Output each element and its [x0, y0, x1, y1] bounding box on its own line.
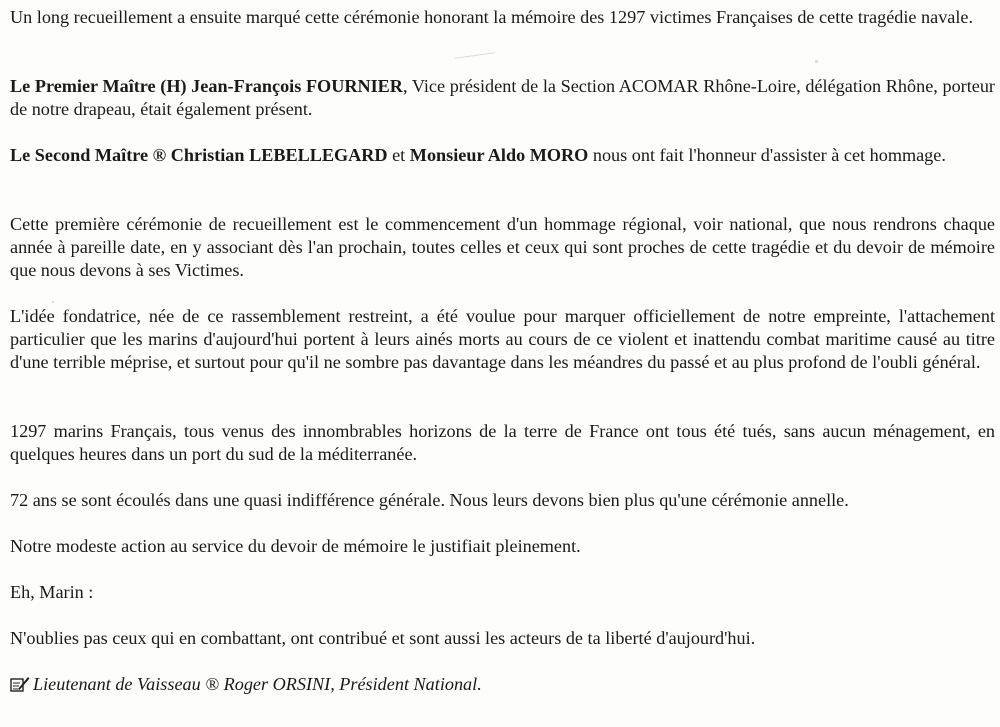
- paragraph-text: Eh, Marin :: [10, 582, 94, 602]
- paragraph-eh-marin: [10, 581, 995, 604]
- paragraph-1297-marins: [10, 420, 995, 466]
- paragraph-idee-fondatrice: [10, 305, 995, 374]
- paragraph-text: Un long recueillement a ensuite marqué cette cérémonie honorant la mémoire des 1297 victimes Françaises de cette tragédie navale.: [10, 7, 974, 27]
- signature-line: [10, 673, 995, 696]
- paragraph-modeste-action: [10, 535, 995, 558]
- paragraph-hommage-regional: [10, 213, 995, 282]
- paragraph-text: Notre modeste action au service du devoir de mémoire le justifiait pleinement.: [10, 536, 581, 556]
- scan-artifact: [52, 301, 54, 303]
- paragraph-text: L'idée fondatrice, née de ce rassemblement restreint, a été voulue pour marquer officiellement de notre empreinte, l'attachement particulier que les marins d'aujourd'hui portent à leurs ainés morts au cours de ce violent et inattendu combat maritime causé au titre d'une terrible méprise, et surtout pour qu'il ne sombre pas davantage dans les méandres du passé et au plus profond de l'oubli général.: [10, 306, 995, 372]
- paragraph-noublies-pas: [10, 627, 995, 650]
- paragraph-ceremony-recueillement: [10, 6, 995, 29]
- paragraph-text: 72 ans se sont écoulés dans une quasi indifférence générale. Nous leurs devons bien plus qu'une cérémonie annelle.: [10, 490, 849, 510]
- person-name-fournier: Le Premier Maître (H) Jean-François FOURNIER: [10, 76, 403, 96]
- paragraph-text: et: [387, 145, 410, 165]
- paragraph-text: nous ont fait l'honneur d'assister à cet hommage.: [588, 145, 946, 165]
- paragraph-72-ans: [10, 489, 995, 512]
- person-name-moro: Monsieur Aldo MORO: [409, 145, 589, 165]
- pen-and-paper-icon: [10, 675, 30, 691]
- paragraph-text: N'oublies pas ceux qui en combattant, ont contribué et sont aussi les acteurs de ta liberté d'aujourd'hui.: [10, 628, 756, 648]
- paragraph-text: Cette première cérémonie de recueillement est le commencement d'un hommage régional, voir national, que nous rendrons chaque année à pareille date, en y associant dès l'an prochain, toutes celles et ceux qui sont proches de cette tragédie et du devoir de mémoire que nous devons à ses Victimes.: [10, 214, 995, 280]
- paragraph-fournier: [10, 75, 995, 121]
- signature-text: Lieutenant de Vaisseau ® Roger ORSINI, Président National.: [33, 674, 482, 694]
- person-name-lebellegard: Le Second Maître ® Christian LEBELLEGARD: [10, 145, 388, 165]
- scan-artifact: [455, 52, 495, 59]
- paragraph-text: 1297 marins Français, tous venus des innombrables horizons de la terre de France ont tous été tués, sans aucun ménagement, en quelques heures dans un port du sud de la méditerranée.: [10, 421, 995, 464]
- paragraph-lebellegard-moro: [10, 144, 995, 167]
- scan-artifact: [815, 60, 818, 63]
- paragraph-text: , Vice président de la Section ACOMAR Rhône-Loire, délégation Rhône, porteur de notre drapeau, était également présent.: [10, 76, 995, 119]
